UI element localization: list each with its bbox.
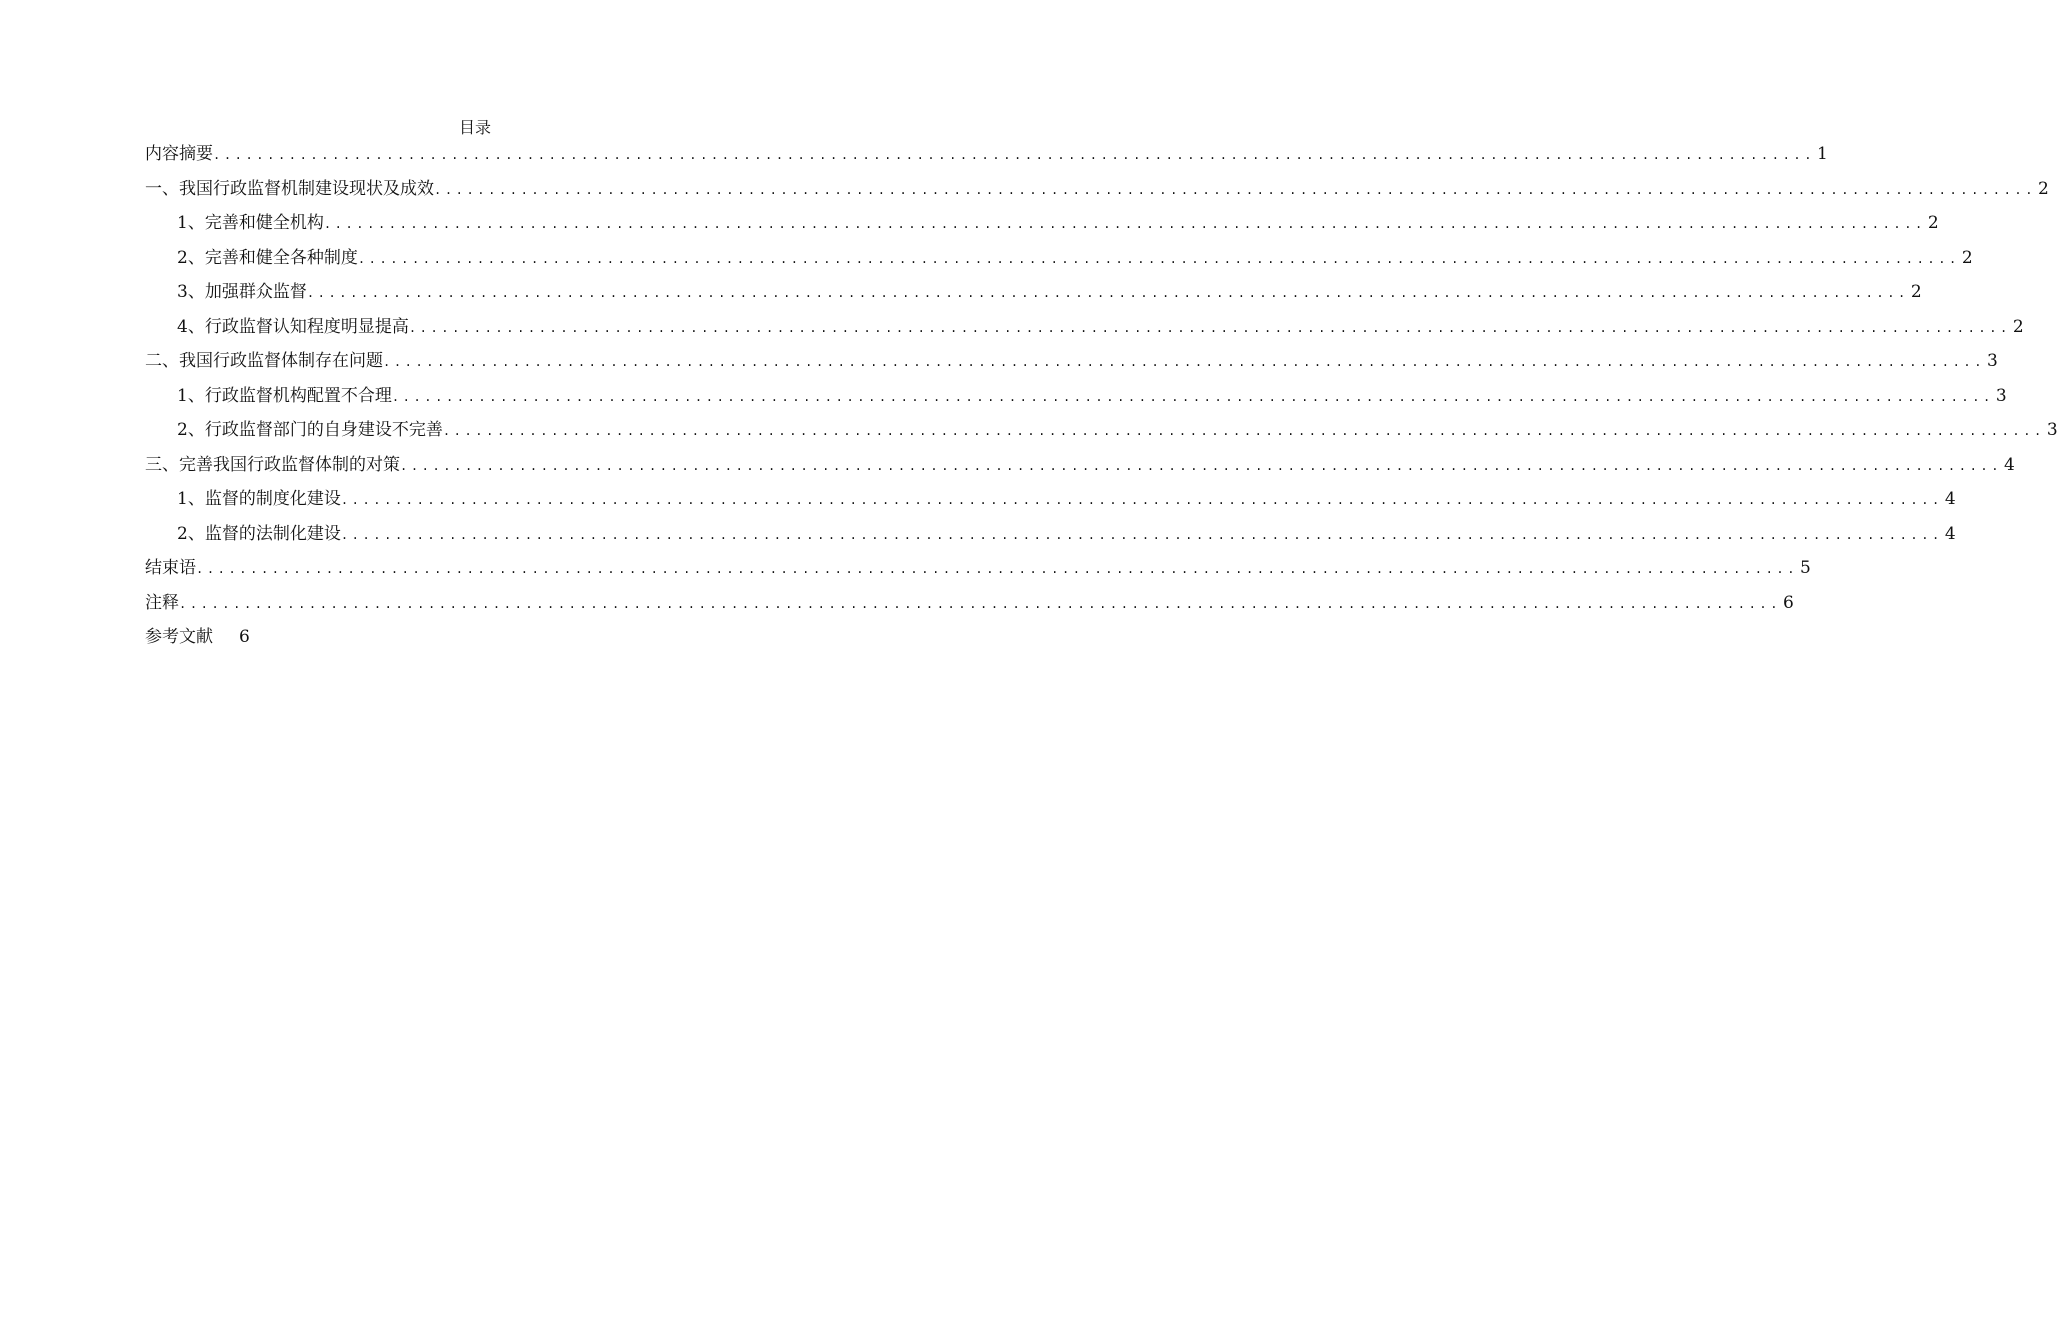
toc-page-number: 4 <box>2004 454 2015 475</box>
table-of-contents <box>145 141 2058 659</box>
toc-entry-section-2-2[interactable] <box>145 417 2058 452</box>
toc-entry-label: 三、完善我国行政监督体制的对策 <box>145 454 400 475</box>
toc-page-number: 2 <box>1927 213 1939 233</box>
toc-dot-leader: .................................................................................................................................................... <box>442 424 2045 438</box>
toc-dot-leader: .................................................................................................................................................... <box>340 493 1943 507</box>
toc-entry-section-3[interactable] <box>145 452 2015 487</box>
toc-entry-section-3-1[interactable] <box>145 486 1956 521</box>
toc-page-number: 2 <box>2038 178 2049 199</box>
toc-dot-leader: .................................................................................................................................................... <box>179 596 1782 611</box>
toc-entry-section-1-1[interactable] <box>145 210 1939 245</box>
toc-dot-leader: .................................................................................................................................................... <box>434 182 2037 197</box>
toc-entry-label: 注释 <box>145 592 179 613</box>
toc-dot-leader: .................................................................................................................................................... <box>383 355 1986 369</box>
toc-dot-leader: .................................................................................................................................................... <box>391 389 1994 404</box>
toc-page-number: 4 <box>1944 489 1956 509</box>
toc-dot-leader: .................................................................................................................................................... <box>340 527 1943 542</box>
toc-page-number: 2 <box>1910 282 1922 302</box>
toc-entry-label: 3、加强群众监督 <box>177 282 307 302</box>
toc-entry-label: 2、完善和健全各种制度 <box>177 247 358 268</box>
toc-entry-label: 2、行政监督部门的自身建设不完善 <box>177 420 443 440</box>
toc-entry-label: 参考文献 <box>145 627 213 647</box>
toc-page-number: 2 <box>1961 247 1973 268</box>
toc-page-number: 3 <box>1987 351 1998 371</box>
toc-dot-leader: .................................................................................................................................................... <box>408 320 2011 335</box>
toc-entry-label: 内容摘要 <box>145 144 213 164</box>
toc-entry-section-3-2[interactable] <box>145 521 1956 556</box>
toc-entry-label: 2、监督的法制化建设 <box>177 523 341 544</box>
toc-entry-conclusion[interactable] <box>145 555 1811 590</box>
toc-page-number: 3 <box>1995 385 2007 406</box>
toc-entry-section-1-2[interactable] <box>145 245 1973 280</box>
toc-page-number: 4 <box>1944 523 1956 544</box>
toc-dot-leader: .................................................................................................................................................... <box>196 562 1799 576</box>
toc-entry-label: 二、我国行政监督体制存在问题 <box>145 351 383 371</box>
toc-entry-section-1[interactable] <box>145 176 2049 211</box>
toc-page-number: 3 <box>2046 420 2058 440</box>
toc-entry-section-2[interactable] <box>145 348 1998 383</box>
toc-title: 目录 <box>458 118 491 137</box>
toc-entry-label: 1、监督的制度化建设 <box>177 489 341 509</box>
toc-entry-section-1-4[interactable] <box>145 314 2024 349</box>
toc-entry-abstract[interactable] <box>145 141 1828 176</box>
toc-entry-section-2-1[interactable] <box>145 383 2007 418</box>
toc-entry-label: 结束语 <box>145 558 196 578</box>
toc-dot-leader: .................................................................................................................................................... <box>400 458 2003 473</box>
toc-entry-label: 一、我国行政监督机制建设现状及成效 <box>145 178 434 199</box>
toc-entry-references[interactable] <box>145 624 807 659</box>
toc-entry-section-1-3[interactable] <box>145 279 1922 314</box>
toc-dot-leader: .................................................................................................................................................... <box>306 286 1909 300</box>
toc-dot-leader: .................................................................................................................................................... <box>323 217 1926 231</box>
toc-dot-leader: .................................................................................................................................................... <box>357 251 1960 266</box>
toc-page-number: 5 <box>1800 558 1811 578</box>
toc-entry-label: 4、行政监督认知程度明显提高 <box>177 316 409 337</box>
toc-page-number: 2 <box>2012 316 2024 337</box>
toc-entry-label: 1、行政监督机构配置不合理 <box>177 385 392 406</box>
toc-page-number: 6 <box>239 627 250 647</box>
toc-page-number: 6 <box>1783 592 1794 613</box>
toc-page-number: 1 <box>1817 144 1828 164</box>
toc-dot-leader: .................................................................................................................................................... <box>213 148 1816 162</box>
toc-entry-notes[interactable] <box>145 590 1794 625</box>
toc-entry-label: 1、完善和健全机构 <box>177 213 324 233</box>
